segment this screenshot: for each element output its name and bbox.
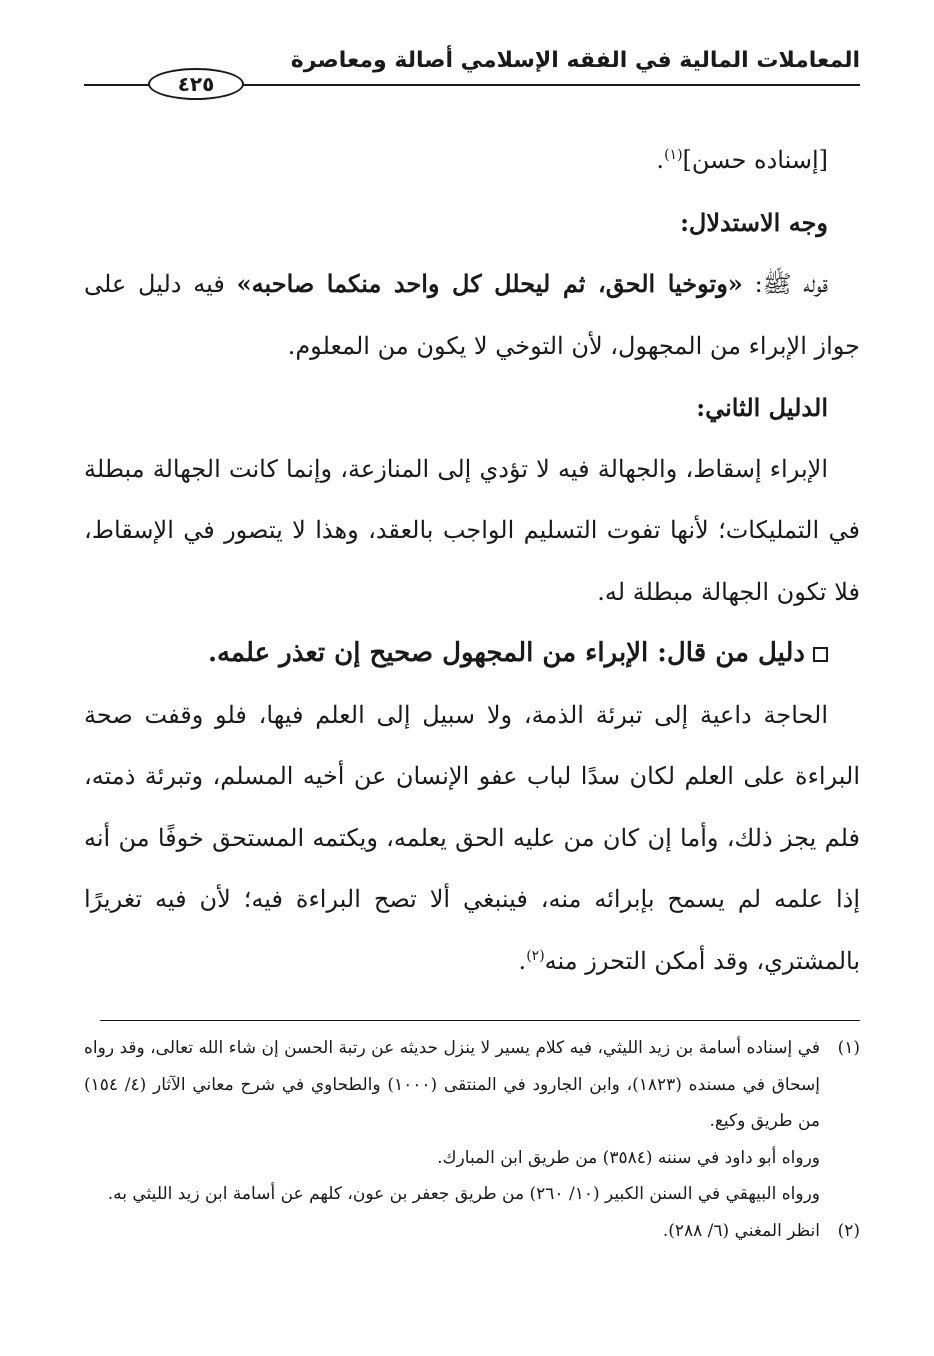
section-heading: دليل من قال: الإبراء من المجهول صحيح إن تعذر علمه. [84, 623, 860, 685]
footnote-2: (٢) انظر المغني (٦/ ٢٨٨). [84, 1213, 860, 1250]
heading-inference: وجه الاستدلال: [680, 207, 828, 237]
paragraph-second-evidence: الإبراء إسقاط، والجهالة فيه لا تؤدي إلى المنازعة، وإنما كانت الجهالة مبطلة في التمليكات؛ لأنها تفوت التسليم الواجب بالعقد، وهذا لا يتصور في الإسقاط، فلا تكون الجهالة مبطلة له. [84, 454, 860, 606]
footnote-1-bayhaqi: ورواه البيهقي في السنن الكبير (١٠/ ٢٦٠) من طريق جعفر بن عون، كلهم عن أسامة ابن زيد الليثي به. [107, 1184, 820, 1204]
footnote-1: (١) في إسناده أسامة بن زيد الليثي، فيه كلام يسير لا ينزل حديثه عن رتبة الحسن إن شاء الله تعالى، وقد رواه إسحاق في مسنده (١٨٢٣)، وابن الجارود في المنتقى (١٠٠٠) والطحاوي في شرح معاني الآثار (٤/ ١٥٤) من طريق وكيع. [84, 1030, 860, 1140]
citation-grade: [إسناده حسن]$^{(١)}$. [656, 146, 828, 174]
running-header [84, 44, 860, 100]
main-text [84, 130, 860, 992]
book-title: المعاملات المالية في الفقه الإسلامي أصالة ومعاصرة [290, 48, 860, 73]
footnote-rule [100, 1020, 860, 1021]
paragraph-need: الحاجة داعية إلى تبرئة الذمة، ولا سبيل إلى العلم فيها، فلو وقفت صحة البراءة على العلم لكان سدًا لباب عفو الإنسان عن أخيه المسلم، وتبرئة ذمته، فلم يجز ذلك، وأما إن كان من عليه الحق يعلمه، ويكتمه المستحق خوفًا من أنه إذا علمه لم يسمح بإبرائه منه، فينبغي ألا تصح البراءة فيه؛ لأن فيه تغريرًا بالمشتري، وقد أمكن التحرز منه$^{(٢)}$. [84, 700, 860, 975]
square-bullet-icon [813, 647, 828, 662]
footnote-ref-1[interactable]: (١) [664, 147, 683, 163]
heading-second-evidence: الدليل الثاني: [696, 393, 828, 422]
footnotes [84, 1030, 860, 1249]
footnote-1-number: (١) [837, 1038, 860, 1058]
hadith-quote: «وتوخيا الحق، ثم ليحلل كل واحد منكما صاحبه» [236, 269, 743, 298]
footnote-ref-2[interactable]: (٢) [526, 947, 545, 964]
page-number: ٤٢٥ [148, 68, 244, 100]
footnote-1-abudawud: ورواه أبو داود في سننه (٣٥٨٤) من طريق ابن المبارك. [437, 1147, 820, 1168]
footnote-2-number: (٢) [837, 1220, 860, 1241]
paragraph-inference: قوله ﷺ: «وتوخيا الحق، ثم ليحلل كل واحد منكما صاحبه» فيه دليل على جواز الإبراء من المجهول، لأن التوخي لا يكون من المعلوم. [84, 269, 860, 360]
